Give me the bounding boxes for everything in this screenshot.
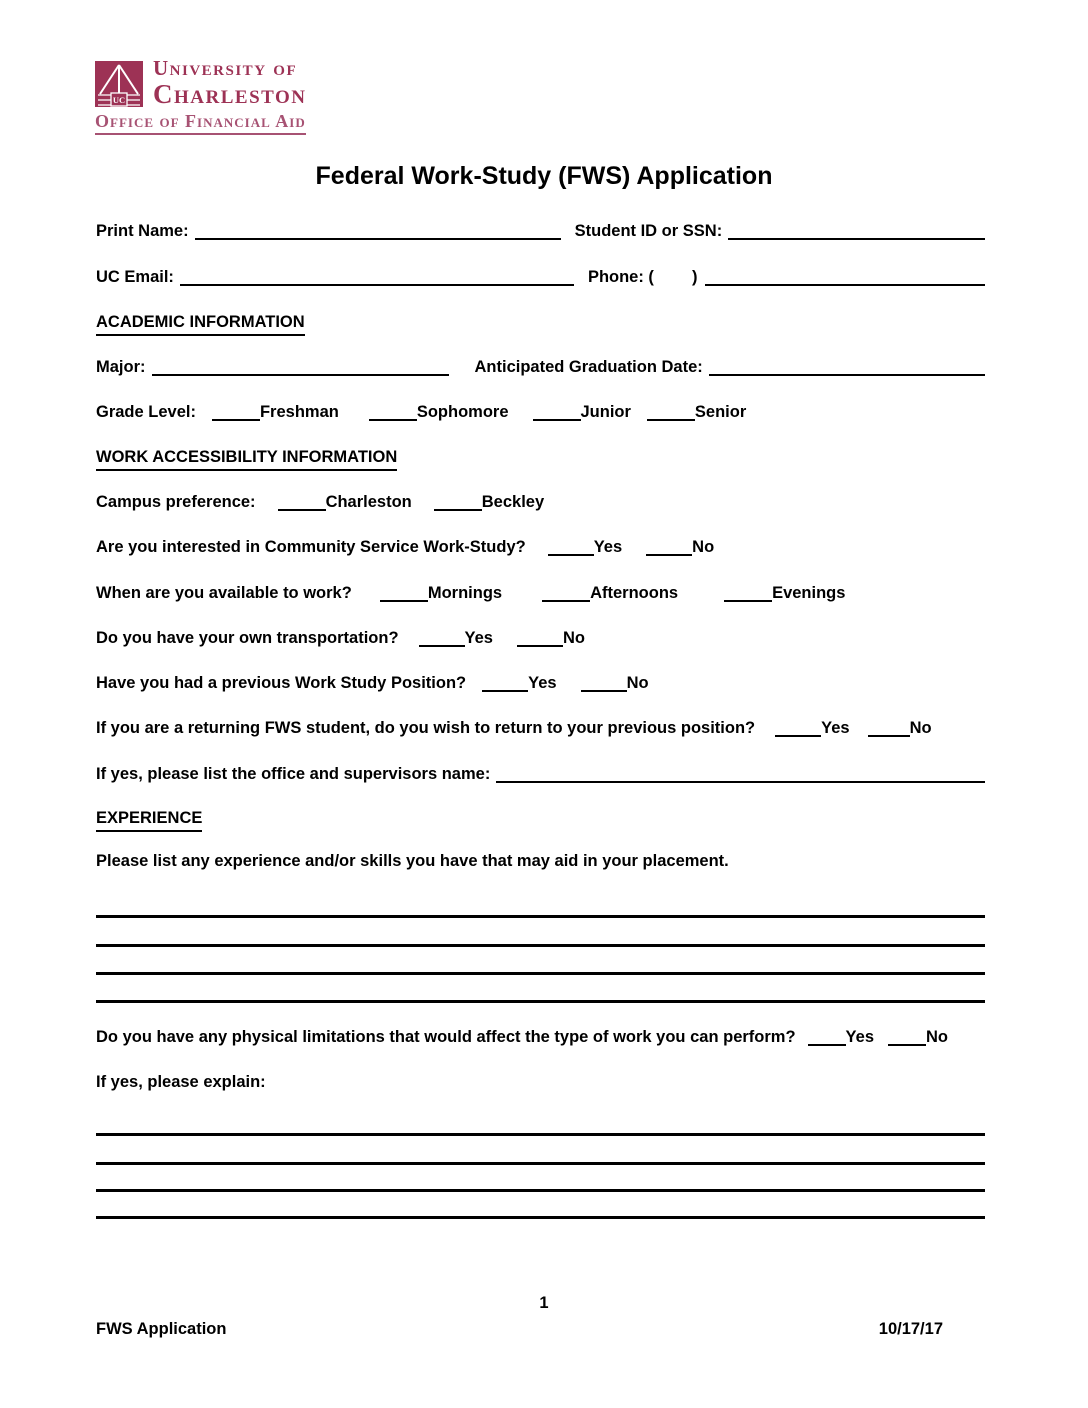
community-yes-label: Yes [593,538,623,556]
section-academic-information [96,312,985,336]
row-availability [96,583,985,604]
student-id-blank[interactable] [728,237,985,240]
experience-heading: EXPERIENCE [96,808,202,832]
footer-doc-name: FWS Application [96,1320,227,1338]
phone-paren-close: ) [691,268,698,286]
senior-label: Senior [694,403,747,421]
university-name-line2: Charleston [153,79,307,109]
previous-no-blank[interactable] [581,689,627,692]
mornings-blank[interactable] [380,599,428,602]
work-heading: WORK ACCESSIBILITY INFORMATION [96,447,397,471]
row-transportation [96,628,985,649]
transportation-question: Do you have your own transportation? [96,629,399,647]
phone-label: Phone: ( [587,268,654,286]
beckley-blank[interactable] [434,508,482,511]
experience-writing-line-2[interactable] [96,944,985,947]
row-major [96,357,985,378]
transportation-no-blank[interactable] [517,644,563,647]
row-uc-email [96,267,985,288]
senior-blank[interactable] [647,418,695,421]
evenings-label: Evenings [772,584,846,602]
evenings-blank[interactable] [724,599,772,602]
explain-writing-line-3[interactable] [96,1189,985,1192]
office-of-financial-aid-label: Office of Financial Aid [95,111,306,135]
previous-yes-label: Yes [528,674,557,692]
row-physical-limitations [96,1027,985,1048]
uc-monogram: UC [112,95,126,105]
graduation-date-label: Anticipated Graduation Date: [474,358,703,376]
supervisor-name-blank[interactable] [496,780,985,783]
university-logo [95,58,415,138]
supervisor-name-question: If yes, please list the office and supervisors name: [96,765,491,783]
experience-writing-line-3[interactable] [96,972,985,975]
row-print-name [96,221,985,242]
print-name-label: Print Name: [96,222,189,240]
physical-no-blank[interactable] [888,1043,926,1046]
section-work-accessibility [96,447,985,471]
previous-position-question: Have you had a previous Work Study Position? [96,674,467,692]
availability-question: When are you available to work? [96,584,352,602]
junior-blank[interactable] [533,418,581,421]
charleston-blank[interactable] [278,508,326,511]
row-experience-prompt [96,851,985,872]
sophomore-blank[interactable] [369,418,417,421]
beckley-label: Beckley [481,493,545,511]
row-community-service [96,537,985,558]
explain-prompt: If yes, please explain: [96,1073,266,1091]
row-returning-student [96,718,985,739]
physical-no-label: No [926,1028,948,1046]
row-grade-level [96,402,985,423]
previous-yes-blank[interactable] [482,689,528,692]
charleston-label: Charleston [325,493,412,511]
university-name-line1: University of [153,56,298,80]
afternoons-blank[interactable] [542,599,590,602]
transportation-no-label: No [562,629,585,647]
returning-no-blank[interactable] [868,734,910,737]
junior-label: Junior [580,403,631,421]
returning-yes-blank[interactable] [775,734,821,737]
major-label: Major: [96,358,146,376]
transportation-yes-label: Yes [464,629,493,647]
print-name-blank[interactable] [195,237,561,240]
sophomore-label: Sophomore [416,403,509,421]
returning-student-question: If you are a returning FWS student, do you wish to return to your previous position? [96,719,756,737]
community-no-blank[interactable] [646,553,692,556]
physical-yes-blank[interactable] [808,1043,846,1046]
previous-no-label: No [626,674,649,692]
footer-date: 10/17/17 [878,1320,943,1338]
major-blank[interactable] [152,373,449,376]
community-service-question: Are you interested in Community Service Work-Study? [96,538,526,556]
section-experience [96,808,985,832]
row-explain-prompt [96,1072,985,1093]
row-supervisor-name [96,764,985,785]
afternoons-label: Afternoons [590,584,679,602]
explain-writing-line-1[interactable] [96,1133,985,1136]
campus-preference-label: Campus preference: [96,493,256,511]
community-yes-blank[interactable] [548,553,594,556]
row-campus-preference [96,492,985,513]
physical-yes-label: Yes [845,1028,874,1046]
row-previous-position [96,673,985,694]
uc-email-label: UC Email: [96,268,174,286]
page-title: Federal Work-Study (FWS) Application [315,162,773,190]
grade-level-label: Grade Level: [96,403,196,421]
freshman-blank[interactable] [212,418,260,421]
student-id-label: Student ID or SSN: [574,222,723,240]
experience-prompt: Please list any experience and/or skills you have that may aid in your placement. [96,852,729,870]
explain-writing-line-2[interactable] [96,1162,985,1165]
uc-email-blank[interactable] [180,283,574,286]
freshman-label: Freshman [259,403,339,421]
returning-no-label: No [909,719,932,737]
returning-yes-label: Yes [821,719,850,737]
mornings-label: Mornings [427,584,503,602]
experience-writing-line-1[interactable] [96,915,985,918]
physical-limitations-question: Do you have any physical limitations that would affect the type of work you can perform? [96,1028,796,1046]
uc-emblem-icon [95,61,143,111]
graduation-date-blank[interactable] [709,373,985,376]
experience-writing-line-4[interactable] [96,1000,985,1003]
community-no-label: No [692,538,715,556]
page-number: 1 [539,1294,549,1312]
phone-blank[interactable] [705,283,985,286]
academic-heading: ACADEMIC INFORMATION [96,312,305,336]
transportation-yes-blank[interactable] [419,644,465,647]
explain-writing-line-4[interactable] [96,1216,985,1219]
page-footer [96,1320,985,1339]
